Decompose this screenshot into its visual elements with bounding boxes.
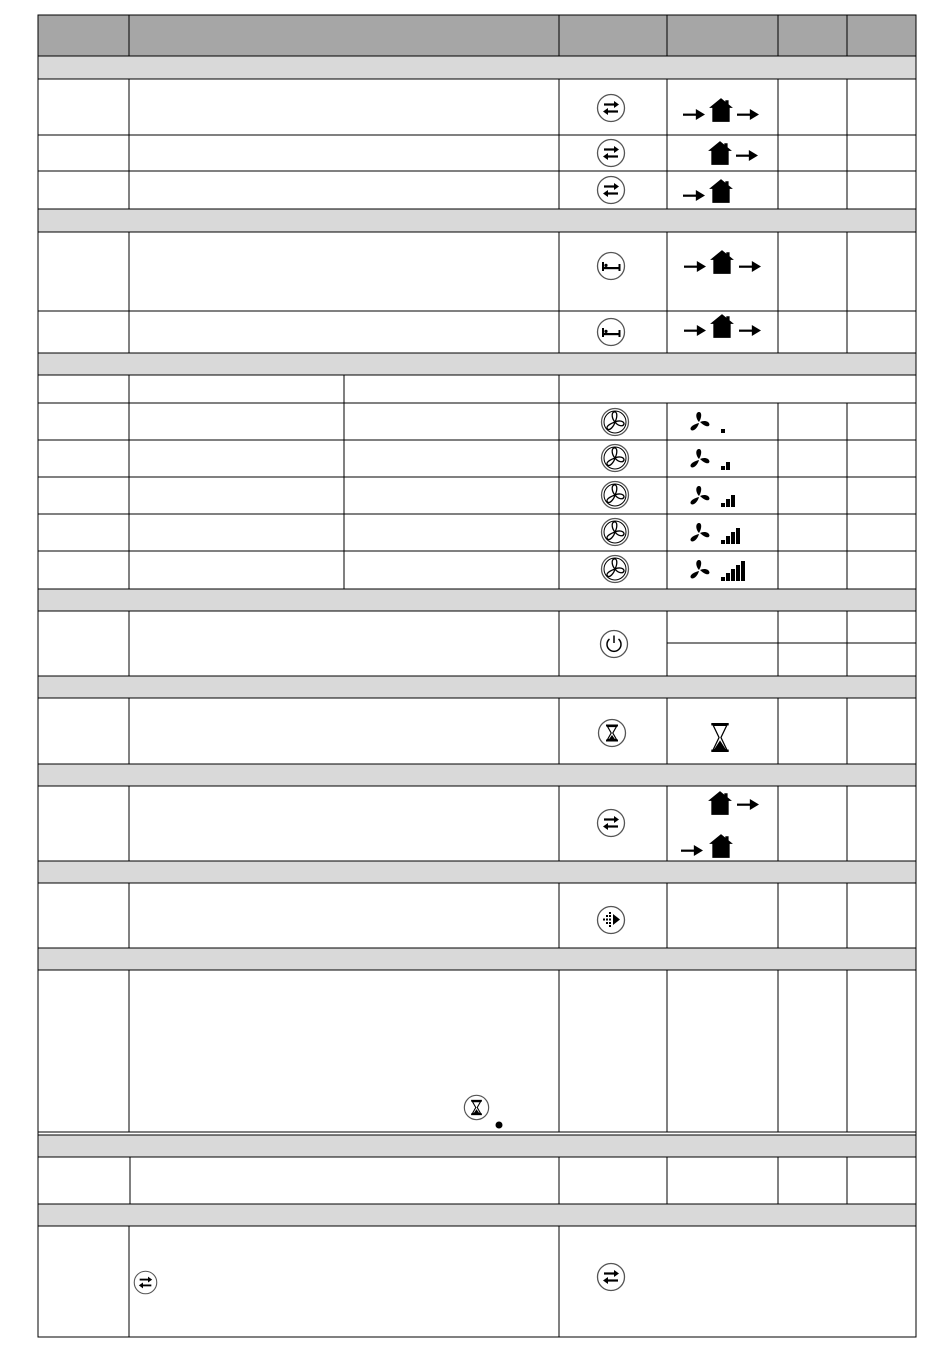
house-exhaust-icon (708, 141, 758, 165)
fan-speed-bar (736, 565, 740, 581)
section-band (38, 948, 916, 970)
house-supply-icon (681, 834, 733, 858)
swap-arrows-icon (598, 810, 625, 837)
section-band (38, 1204, 916, 1226)
fan-icon (602, 556, 629, 583)
fan-speed-bar (721, 577, 725, 581)
bed-icon (598, 319, 625, 346)
fan-speed-bar (721, 429, 725, 433)
fan-speed-bar (736, 528, 740, 544)
section-band (38, 861, 916, 883)
fan-speed-bar (726, 573, 730, 581)
fan-speed-icon (690, 449, 730, 470)
hourglass-icon (599, 720, 626, 747)
header-row (38, 15, 916, 56)
hourglass-icon (464, 1095, 488, 1119)
section-band (38, 56, 916, 79)
fan-speed-bar (726, 462, 730, 470)
filter-icon (598, 907, 625, 934)
section-band (38, 209, 916, 232)
section-band (38, 353, 916, 375)
fan-speed-bar (721, 503, 725, 507)
fan-speed-bar (731, 495, 735, 507)
swap-arrows-icon (598, 140, 625, 167)
power-icon (601, 631, 628, 658)
fan-speed-bar (731, 569, 735, 581)
section-band (38, 589, 916, 611)
section-band (38, 764, 916, 786)
fan-speed-bar (741, 561, 745, 581)
fan-icon (602, 445, 629, 472)
fan-speed-icon (690, 560, 745, 581)
hourglass-icon (711, 723, 728, 752)
house-flow-through-icon (684, 314, 761, 338)
fan-speed-indicators (690, 412, 745, 581)
fan-speed-bar (721, 466, 725, 470)
fan-speed-icon (690, 412, 725, 433)
fan-row-icons (602, 409, 629, 583)
swap-arrows-icon (598, 1264, 625, 1291)
fan-speed-bar (726, 536, 730, 544)
swap-arrows-icon (598, 95, 625, 122)
swap-arrows-icon (134, 1271, 157, 1294)
fan-speed-bar (731, 532, 735, 544)
house-supply-icon (683, 179, 733, 203)
fan-speed-bar (726, 499, 730, 507)
house-flow-through-icon (684, 250, 761, 274)
fan-speed-bar (721, 540, 725, 544)
bed-icon (598, 253, 625, 280)
swap-arrows-icon (598, 177, 625, 204)
section-band (38, 1135, 916, 1157)
fan-icon (602, 482, 629, 509)
fan-icon (602, 409, 629, 436)
fan-speed-icon (690, 486, 735, 507)
house-exhaust-icon (708, 791, 759, 815)
dot-icon (496, 1122, 503, 1129)
section-band (38, 676, 916, 698)
fan-icon (602, 519, 629, 546)
fan-speed-icon (690, 523, 740, 544)
house-flow-through-icon (683, 98, 759, 122)
